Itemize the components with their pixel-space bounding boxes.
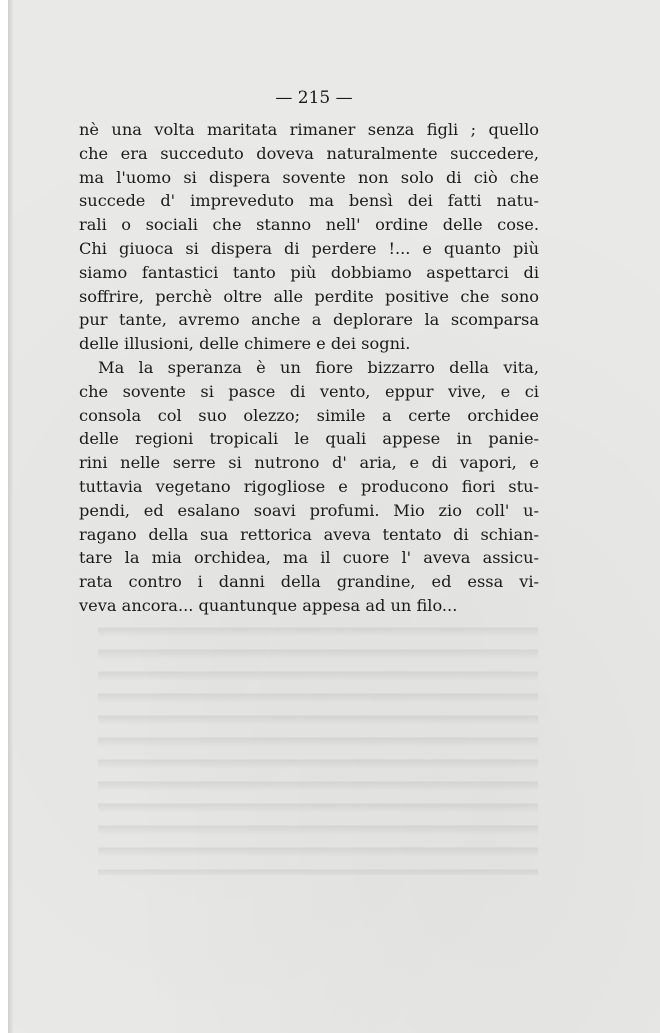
body-text (79, 118, 539, 618)
book-page (8, 0, 660, 1033)
text-line: che era succeduto doveva naturalmente succedere, (79, 143, 539, 163)
text-line: pur tante, avremo anche a deplorare la scomparsa (79, 310, 539, 330)
text-line: rini nelle serre si nutrono d' aria, e di vapori, e (79, 453, 539, 473)
text-line: ragano della sua rettorica aveva tentato di schian- (79, 524, 539, 544)
text-line: veva ancora... quantunque appesa ad un filo... (79, 595, 458, 615)
text-line: tare la mia orchidea, ma il cuore l' aveva assicu- (79, 548, 539, 568)
text-line: consola col suo olezzo; simile a certe orchidee (79, 405, 539, 425)
text-line: siamo fantastici tanto più dobbiamo aspettarci di (79, 262, 539, 282)
page-edge-shadow (8, 0, 14, 1033)
text-line: rata contro i danni della grandine, ed essa vi- (79, 572, 539, 592)
text-line: delle regioni tropicali le quali appese in panie- (79, 429, 539, 449)
text-line: soffrire, perchè oltre alle perdite positive che sono (79, 286, 539, 306)
text-line: pendi, ed esalano soavi profumi. Mio zio coll' u- (79, 500, 539, 520)
text-line: nè una volta maritata rimaner senza figli ; quello (79, 120, 539, 139)
text-line: rali o sociali che stanno nell' ordine delle cose. (79, 215, 539, 235)
text-line: che sovente si pasce di vento, eppur vive, e ci (79, 381, 539, 401)
text-line: ma l'uomo si dispera sovente non solo di ciò che (79, 167, 539, 187)
text-line: delle illusioni, delle chimere e dei sogni. (79, 334, 411, 354)
page-number: — 215 — (275, 88, 353, 108)
text-line: succede d' impreveduto ma bensì dei fatti natu- (79, 191, 539, 211)
show-through-text (98, 615, 538, 875)
text-line: Ma la speranza è un fiore bizzarro della vita, (98, 357, 539, 377)
text-line: Chi giuoca si dispera di perdere !... e quanto più (79, 238, 539, 258)
text-line: tuttavia vegetano rigogliose e producono fiori stu- (79, 476, 539, 496)
